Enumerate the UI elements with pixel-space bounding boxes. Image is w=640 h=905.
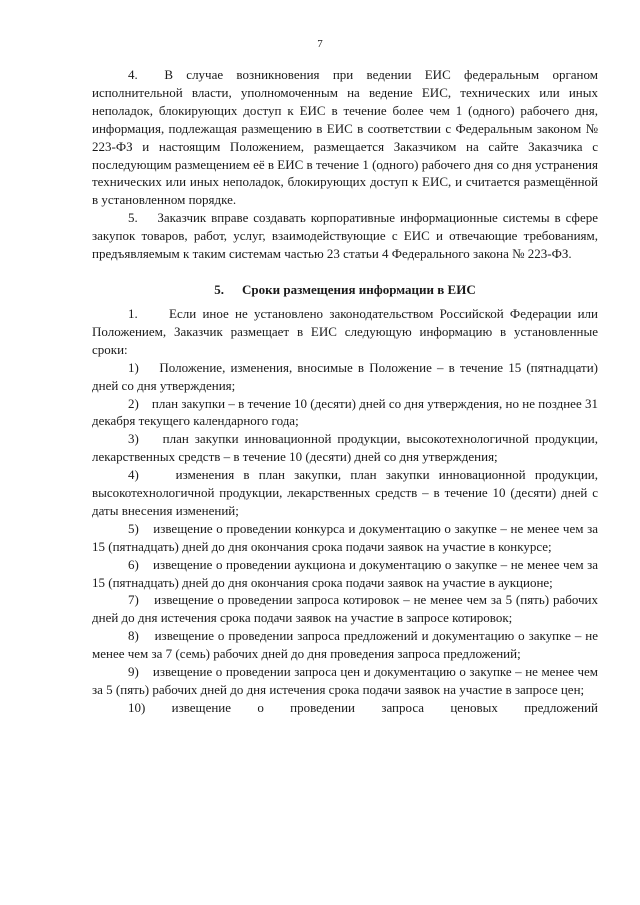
page-number: 7	[317, 38, 323, 50]
section-heading	[92, 281, 598, 299]
list-item-2: 2) план закупки – в течение 10 (десяти) дней со дня утверждения, но не позднее 31 декабря текущего календарного года;	[92, 395, 598, 429]
list-item-5: 5) извещение о проведении конкурса и документацию о закупке – не менее чем за 15 (пятнадцать) дней до дня окончания срока подачи заявок на участие в конкурсе;	[92, 520, 598, 554]
list-item-1: 1) Положение, изменения, вносимые в Положение – в течение 15 (пятнадцати) дней со дня утверждения;	[92, 359, 598, 393]
paragraph-5: 5. Заказчик вправе создавать корпоративные информационные системы в сфере закупок товаров, работ, услуг, взаимодействующие с ЕИС и отвечающие требованиям, предъявляемым к таким системам частью 23 статьи 4 Федерального закона № 223-ФЗ.	[92, 210, 598, 262]
list-item-8: 8) извещение о проведении запроса предложений и документацию о закупке – не менее чем за 7 (семь) рабочих дней до дня проведения запроса предложений;	[92, 628, 598, 662]
section-intro-paragraph: 1. Если иное не установлено законодательством Российской Федерации или Положением, Заказчик размещает в ЕИС следующую информацию в установленные сроки:	[92, 305, 598, 357]
paragraph-4: 4. В случае возникновения при ведении ЕИС федеральным органом исполнительной власти, уполномоченным на ведение ЕИС, технических или иных неполадок, блокирующих доступ к ЕИС в течение более чем 1 (одного) рабочего дня, информация, подлежащая размещению в ЕИС в соответствии с Федеральным законом № 223-ФЗ и настоящим Положением, размещается Заказчиком на сайте Заказчика с последующим размещением её в ЕИС в течение 1 (одного) рабочего дня со дня устранения технических или иных неполадок, блокирующих доступ к ЕИС, и считается размещённой в установленном порядке.	[92, 67, 598, 208]
list-item-10: 10) извещение о проведении запроса ценовых предложений	[128, 699, 598, 715]
list-item-6: 6) извещение о проведении аукциона и документацию о закупке – не менее чем за 15 (пятнадцать) дней до дня окончания срока подачи заявок на участие в аукционе;	[92, 556, 598, 590]
list-item-4: 4) изменения в план закупки, план закупки инновационной продукции, высокотехнологичной продукции, лекарственных средств – в течение 10 (десяти) дней с даты внесения изменений;	[92, 467, 598, 518]
list-item-3: 3) план закупки инновационной продукции, высокотехнологичной продукции, лекарственных средств – в течение 10 (десяти) дней со дня утверждения;	[92, 431, 598, 465]
document-body	[92, 66, 598, 717]
section-number: 5.	[214, 281, 225, 297]
section-title: Сроки размещения информации в ЕИС	[242, 281, 476, 297]
list-item-9: 9) извещение о проведении запроса цен и документацию о закупке – не менее чем за 5 (пять) рабочих дней до дня истечения срока подачи заявок на участие в запросе цен;	[92, 664, 598, 697]
list-item-7: 7) извещение о проведении запроса котировок – не менее чем за 5 (пять) рабочих дней до дня истечения срока подачи заявок на участие в запросе котировок;	[92, 592, 598, 626]
